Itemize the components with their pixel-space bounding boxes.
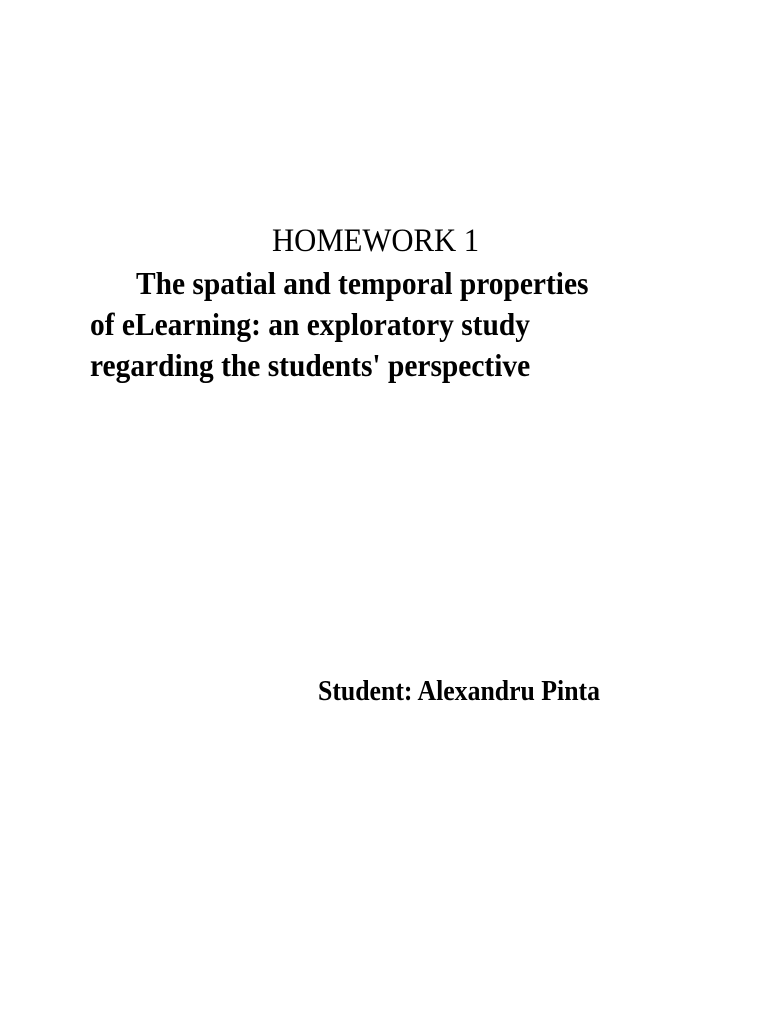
homework-heading: HOMEWORK 1 xyxy=(272,223,480,259)
title-line-2: of eLearning: an exploratory study xyxy=(90,306,530,342)
title-line-1: The spatial and temporal properties xyxy=(136,265,589,301)
document-title xyxy=(90,263,679,386)
title-line-3: regarding the students' perspective xyxy=(90,347,531,383)
student-name: Student: Alexandru Pinta xyxy=(318,676,600,707)
